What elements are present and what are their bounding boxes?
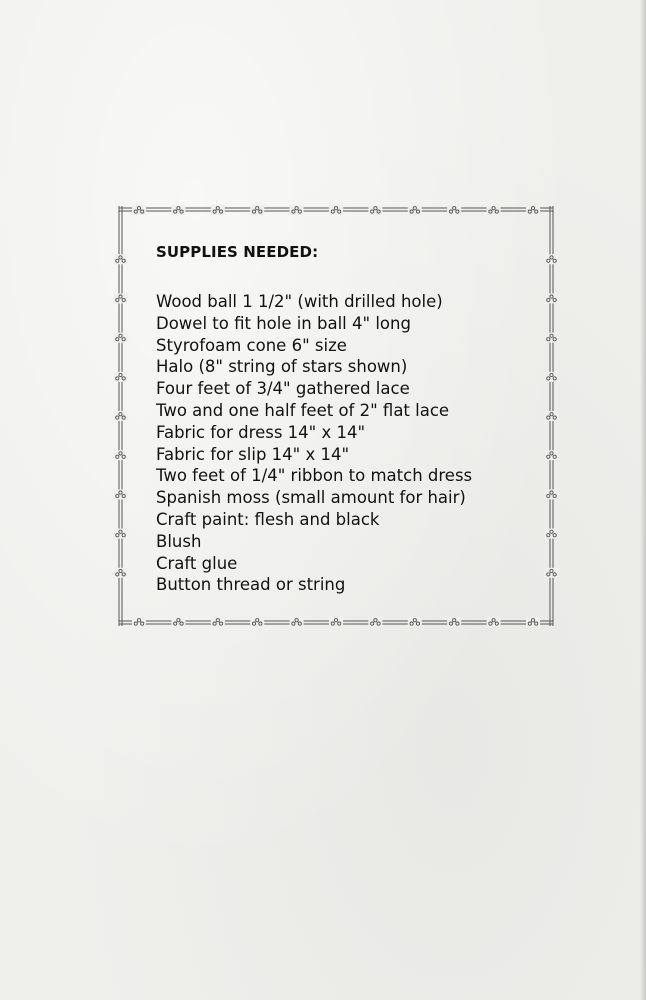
supply-item: Styrofoam cone 6" size (156, 335, 347, 355)
supply-item: Craft glue (156, 553, 238, 573)
supply-item: Two and one half feet of 2" flat lace (156, 400, 450, 420)
supply-item: Craft paint: flesh and black (156, 509, 380, 529)
supply-item: Blush (156, 531, 202, 551)
supply-item: Button thread or string (156, 575, 346, 595)
supply-item: Four feet of 3/4" gathered lace (156, 379, 410, 399)
supply-item: Wood ball 1 1/2" (with drilled hole) (156, 292, 443, 311)
supply-item: Fabric for slip 14" x 14" (156, 444, 350, 464)
supply-item: Spanish moss (small amount for hair) (156, 488, 466, 508)
supplies-box (156, 243, 546, 596)
supplies-heading: SUPPLIES NEEDED: (156, 243, 319, 261)
supply-item: Dowel to fit hole in ball 4" long (156, 313, 411, 333)
supply-item: Two feet of 1/4" ribbon to match dress (156, 466, 473, 486)
supply-item: Fabric for dress 14" x 14" (156, 422, 366, 442)
page-edge (640, 0, 646, 1000)
supply-item: Halo (8" string of stars shown) (156, 357, 408, 377)
supplies-list (156, 291, 546, 596)
